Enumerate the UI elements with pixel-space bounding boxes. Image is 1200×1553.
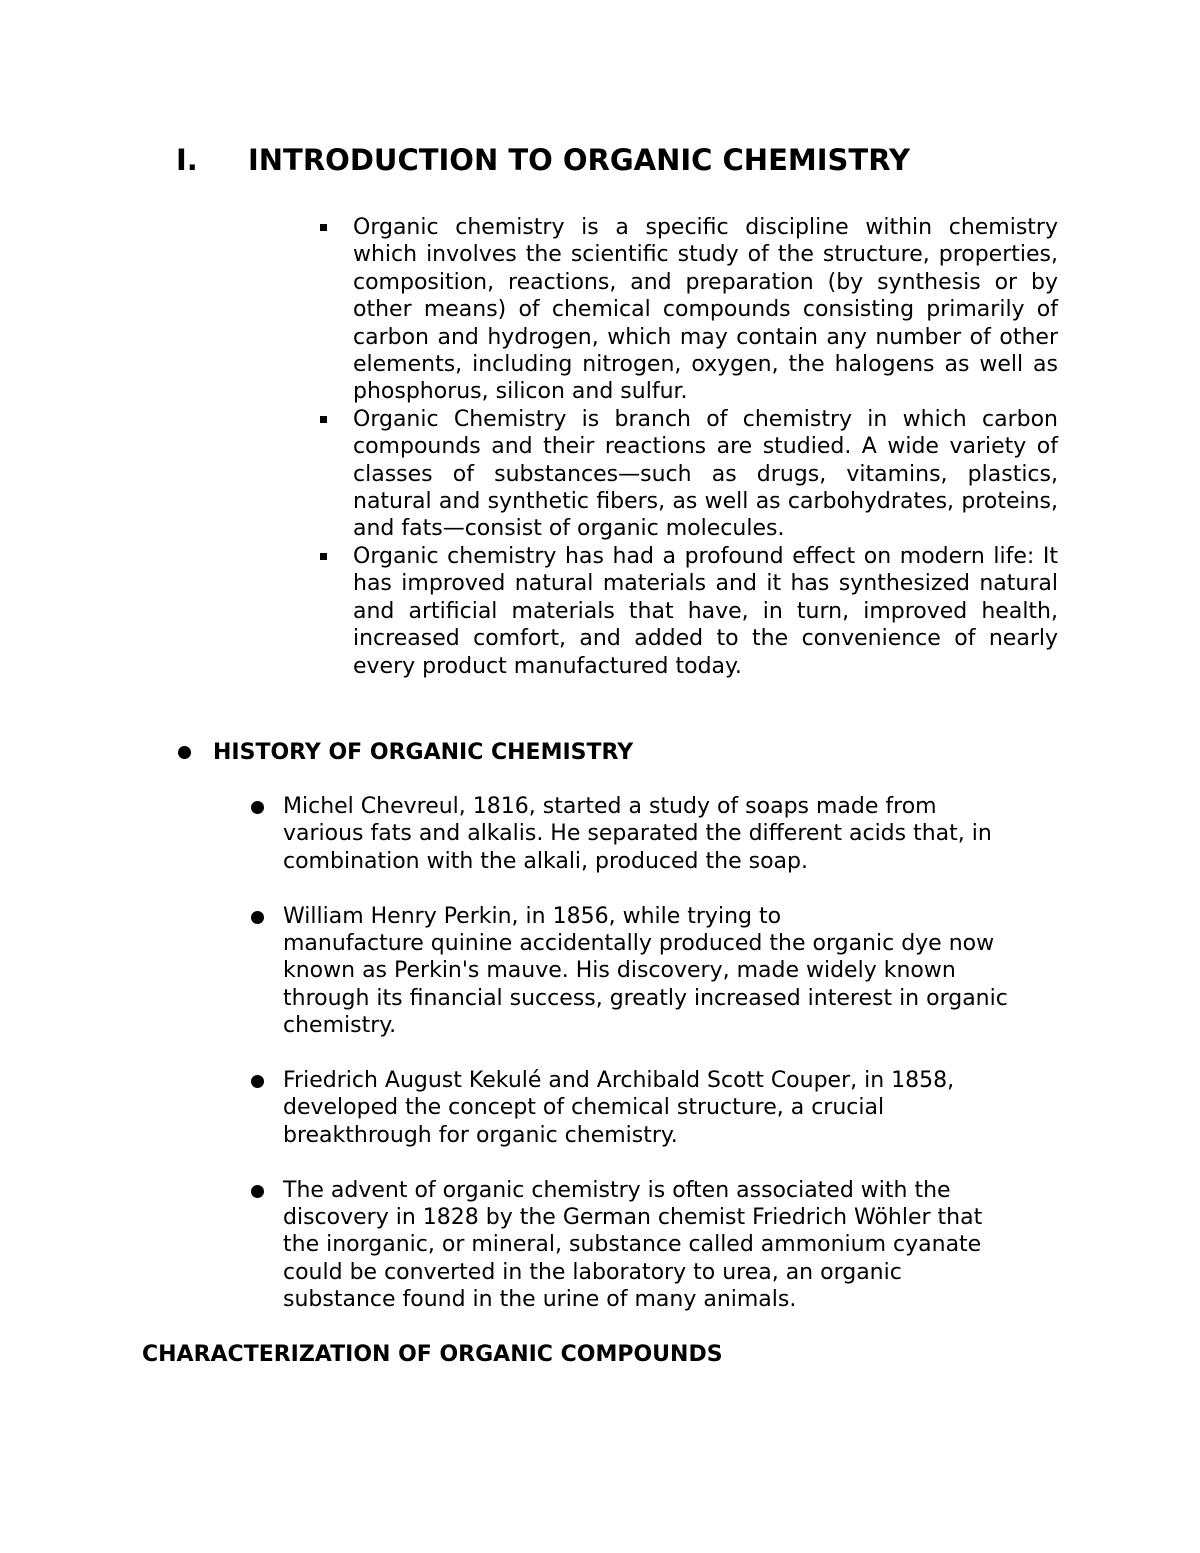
characterization-heading: CHARACTERIZATION OF ORGANIC COMPOUNDS [142,1342,723,1367]
history-title: HISTORY OF ORGANIC CHEMISTRY [213,740,634,765]
history-heading [176,738,633,768]
round-bullet-icon [251,1075,264,1088]
intro-bullet-list [353,214,1058,680]
history-item-text: Michel Chevreul, 1816, started a study of soaps made from various fats and alkalis. He separated the different acids that, in combination with the alkali, produced the soap. [283,794,992,874]
intro-bullet-text: Organic chemistry is a specific discipline within chemistry which involves the scientific study of the structure, properties, composition, reactions, and preparation (by synthesis or by other means) of chemical compounds consisting primarily of carbon and hydrogen, which may contain any number of other elements, including nitrogen, oxygen, the halogens as well as phosphorus, silicon and sulfur. [353,215,1058,405]
list-item [353,406,1058,543]
list-item [283,1067,1073,1149]
intro-bullet-text: Organic Chemistry is branch of chemistry in which carbon compounds and their reactions are studied. A wide variety of classes of substances—such as drugs, vitamins, plastics, natural and synthetic fibers, as well as carbohydrates, proteins, and fats—consist of organic molecules. [353,406,1058,542]
history-item-text: William Henry Perkin, in 1856, while trying to manufacture quinine accidentally produced the organic dye now known as Perkin's mauve. His discovery, made widely known through its financial success, greatly increased interest in organic chemistry. [283,903,1008,1039]
round-bullet-icon [251,1185,264,1198]
list-item [353,214,1058,406]
list-item [283,903,1073,1040]
round-bullet-icon [251,801,264,814]
list-item [283,793,1073,875]
list-item [283,1177,1073,1314]
round-bullet-icon [178,746,191,759]
history-item-text: Friedrich August Kekulé and Archibald Scott Couper, in 1858, developed the concept of chemical structure, a crucial breakthrough for organic chemistry. [283,1068,955,1148]
intro-bullet-text: Organic chemistry has had a profound effect on modern life: It has improved natural materials and it has synthesized natural and artificial materials that have, in turn, improved health, increased comfort, and added to the convenience of nearly every product manufactured today. [353,543,1058,679]
history-item-text: The advent of organic chemistry is often associated with the discovery in 1828 by the German chemist Friedrich Wöhler that the inorganic, or mineral, substance called ammonium cyanate could be converted in the laboratory to urea, an organic substance found in the urine of many animals. [283,1177,983,1313]
section-title: INTRODUCTION TO ORGANIC CHEMISTRY [248,143,910,177]
square-bullet-icon [320,553,327,560]
square-bullet-icon [320,224,327,231]
section-number: I. [176,143,198,177]
history-bullet-list [283,793,1073,1341]
list-item [353,543,1058,680]
round-bullet-icon [251,911,264,924]
section-heading [176,140,910,180]
square-bullet-icon [320,416,327,423]
